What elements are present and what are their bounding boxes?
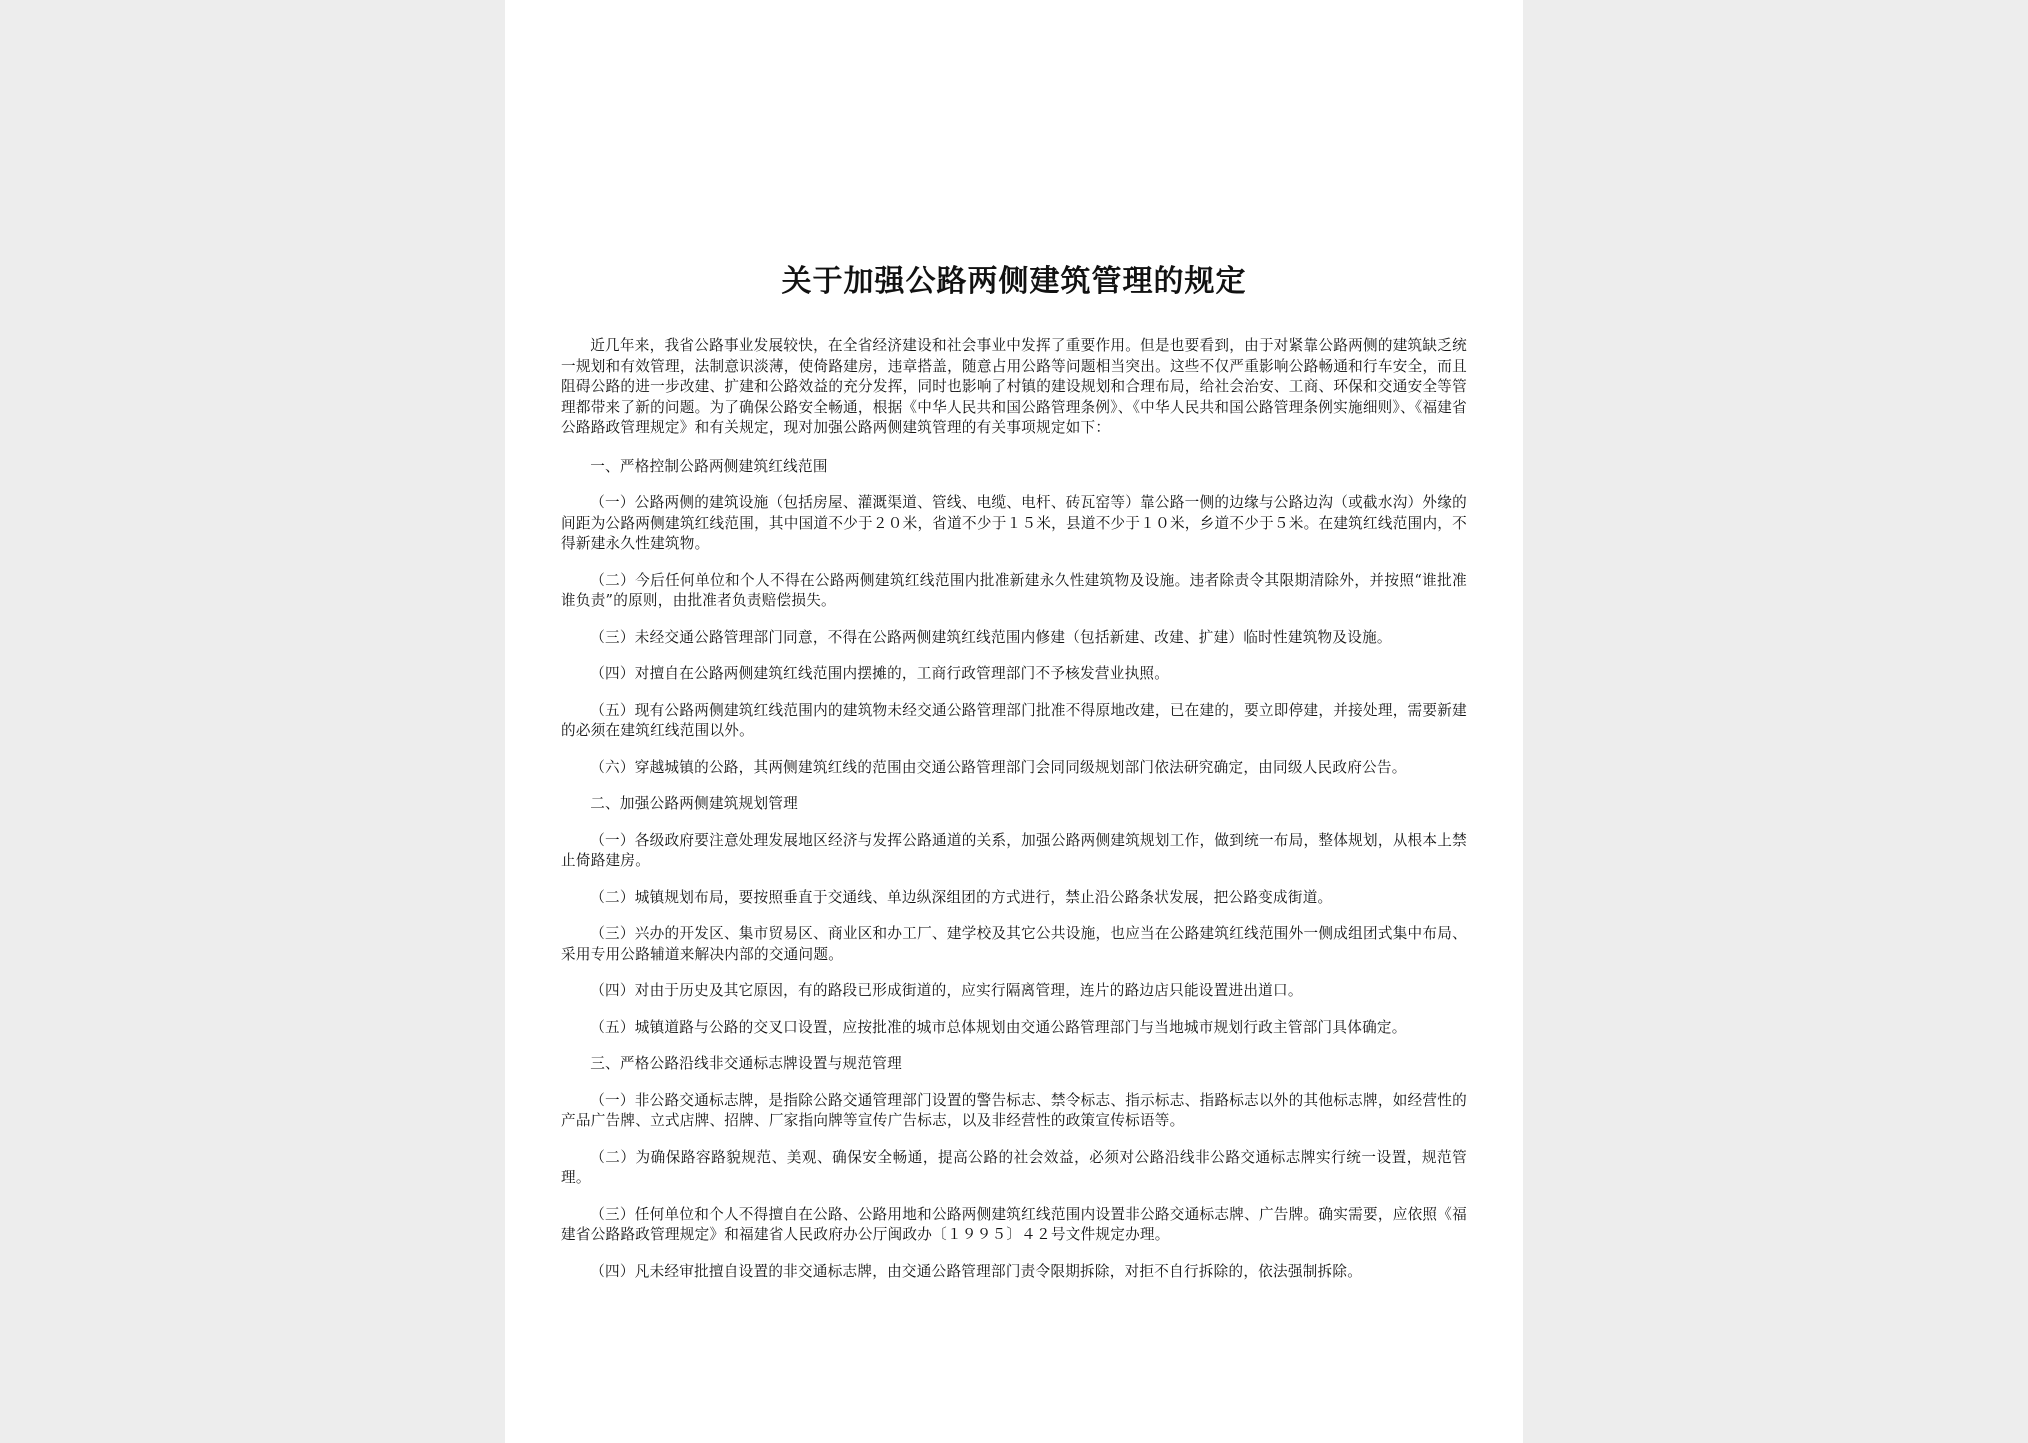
section-1-item-4: （四）对擅自在公路两侧建筑红线范围内摆摊的，工商行政管理部门不予核发营业执照。	[590, 665, 1170, 682]
section-2-item-5: （五）城镇道路与公路的交叉口设置，应按批准的城市总体规划由交通公路管理部门与当地城市规划行政主管部门具体确定。	[590, 1018, 1407, 1036]
section-1-item-1: （一）公路两侧的建筑设施（包括房屋、灌溉渠道、管线、电缆、电杆、砖瓦窑等）靠公路一侧的边缘与公路边沟（或截水沟）外缘的间距为公路两侧建筑红线范围，其中国道不少于２０米，省道不少于１５米，县道不少于１０米，乡道不少于５米。在建筑红线范围内，不得新建永久性建筑物。	[561, 494, 1467, 552]
section-1-item-2: （二）今后任何单位和个人不得在公路两侧建筑红线范围内批准新建永久性建筑物及设施。违者除责令其限期清除外，并按照“谁批准谁负责”的原则，由批准者负责赔偿损失。	[561, 571, 1467, 609]
section-2-item-4: （四）对由于历史及其它原因，有的路段已形成街道的，应实行隔离管理，连片的路边店只能设置进出道口。	[590, 982, 1303, 999]
section-3-item-2: （二）为确保路容路貌规范、美观、确保安全畅通，提高公路的社会效益，必须对公路沿线非公路交通标志牌实行统一设置，规范管理。	[561, 1148, 1467, 1186]
section-1-item-6: （六）穿越城镇的公路，其两侧建筑红线的范围由交通公路管理部门会同同级规划部门依法研究确定，由同级人民政府公告。	[590, 758, 1407, 776]
section-heading-2: 二、加强公路两侧建筑规划管理	[590, 795, 799, 812]
section-3-item-1: （一）非公路交通标志牌，是指除公路交通管理部门设置的警告标志、禁令标志、指示标志、指路标志以外的其他标志牌，如经营性的产品广告牌、立式店牌、招牌、厂家指向牌等宣传广告标志，以及非经营性的政策宣传标语等。	[561, 1091, 1467, 1129]
section-2-item-3: （三）兴办的开发区、集市贸易区、商业区和办工厂、建学校及其它公共设施，也应当在公路建筑红线范围外一侧成组团式集中布局、采用专用公路辅道来解决内部的交通问题。	[561, 925, 1467, 963]
section-heading-3: 三、严格公路沿线非交通标志牌设置与规范管理	[590, 1055, 902, 1072]
section-3-item-3: （三）任何单位和个人不得擅自在公路、公路用地和公路两侧建筑红线范围内设置非公路交通标志牌、广告牌。确实需要，应依照《福建省公路路政管理规定》和福建省人民政府办公厅闽政办〔１９９５〕４２号文件规定办理。	[561, 1205, 1467, 1243]
document-title: 关于加强公路两侧建筑管理的规定	[781, 264, 1247, 299]
section-1-item-5: （五）现有公路两侧建筑红线范围内的建筑物未经交通公路管理部门批准不得原地改建，已在建的，要立即停建，并接处理，需要新建的必须在建筑红线范围以外。	[561, 701, 1467, 739]
intro-paragraph: 近几年来，我省公路事业发展较快，在全省经济建设和社会事业中发挥了重要作用。但是也要看到，由于对紧靠公路两侧的建筑缺乏统一规划和有效管理，法制意识淡薄，使倚路建房，违章搭盖，随意占用公路等问题相当突出。这些不仅严重影响公路畅通和行车安全，而且阻碍公路的进一步改建、扩建和公路效益的充分发挥，同时也影响了村镇的建设规划和合理布局，给社会治安、工商、环保和交通安全等管理都带来了新的问题。为了确保公路安全畅通，根据《中华人民共和国公路管理条例》、《中华人民共和国公路管理条例实施细则》、《福建省公路路政管理规定》和有关规定，现对加强公路两侧建筑管理的有关事项规定如下：	[561, 337, 1467, 436]
section-1-item-3: （三）未经交通公路管理部门同意，不得在公路两侧建筑红线范围内修建（包括新建、改建、扩建）临时性建筑物及设施。	[590, 628, 1392, 646]
section-heading-1: 一、严格控制公路两侧建筑红线范围	[590, 457, 828, 475]
section-2-item-2: （二）城镇规划布局，要按照垂直于交通线、单边纵深组团的方式进行，禁止沿公路条状发展，把公路变成街道。	[590, 888, 1333, 906]
document-page	[505, 0, 1523, 1443]
section-2-item-1: （一）各级政府要注意处理发展地区经济与发挥公路通道的关系，加强公路两侧建筑规划工作，做到统一布局，整体规划，从根本上禁止倚路建房。	[561, 831, 1467, 869]
section-3-item-4: （四）凡未经审批擅自设置的非交通标志牌，由交通公路管理部门责令限期拆除，对拒不自行拆除的，依法强制拆除。	[590, 1262, 1363, 1280]
